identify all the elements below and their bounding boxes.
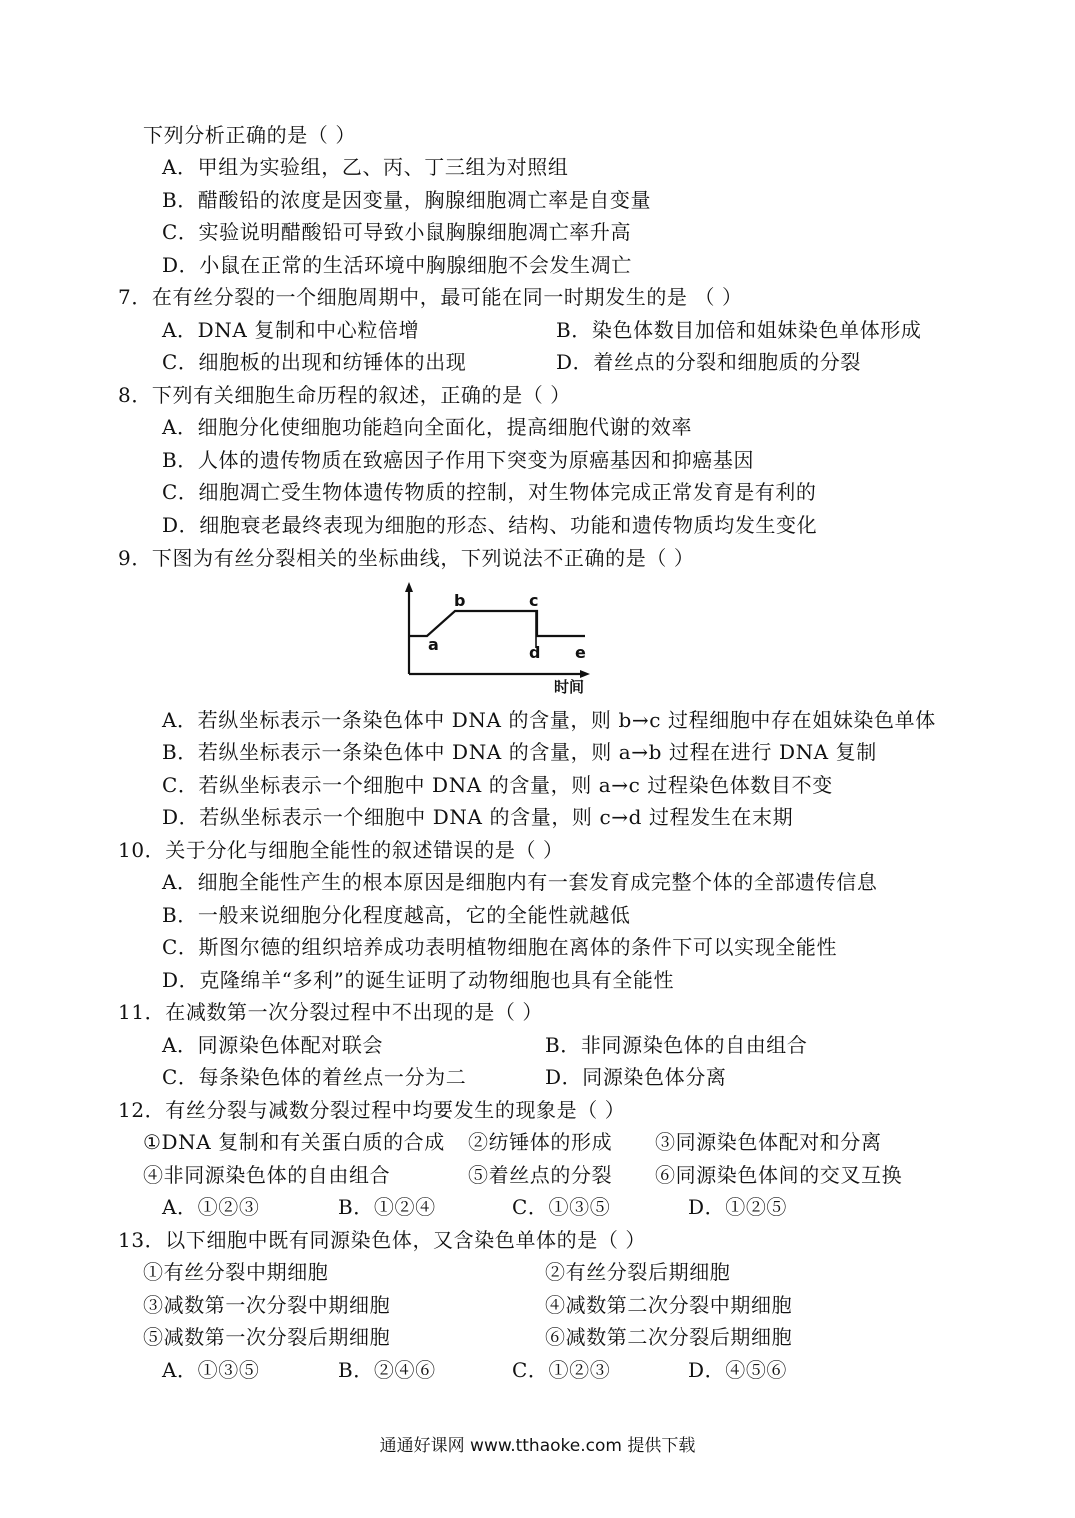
q11-option-a: A．同源染色体配对联会 xyxy=(162,1033,384,1057)
q12-option-c: C．①③⑤ xyxy=(512,1195,611,1219)
point-label-d: d xyxy=(529,643,541,662)
q12-option-d: D．①②⑤ xyxy=(688,1195,788,1219)
q6-option-c: C．实验说明醋酸铅可导致小鼠胸腺细胞凋亡率升高 xyxy=(162,220,632,244)
q12-item-2: ②纺锤体的形成 xyxy=(468,1130,613,1154)
q11-option-c: C．每条染色体的着丝点一分为二 xyxy=(162,1065,467,1089)
q13-item-3: ③减数第一次分裂中期细胞 xyxy=(143,1293,391,1317)
q10-option-a: A．细胞全能性产生的根本原因是细胞内有一套发育成完整个体的全部遗传信息 xyxy=(162,870,878,894)
q12-option-b: B．①②④ xyxy=(338,1195,436,1219)
q11-option-d: D．同源染色体分离 xyxy=(545,1065,727,1089)
q9-option-d: D．若纵坐标表示一个细胞中 DNA 的含量，则 c→d 过程发生在末期 xyxy=(162,805,794,829)
q7-option-a: A．DNA 复制和中心粒倍增 xyxy=(162,318,420,342)
q13-item-5: ⑤减数第一次分裂后期细胞 xyxy=(143,1325,391,1349)
q8-option-b: B．人体的遗传物质在致癌因子作用下突变为原癌基因和抑癌基因 xyxy=(162,448,755,472)
q13-option-d: D．④⑤⑥ xyxy=(688,1358,788,1382)
q11-option-b: B．非同源染色体的自由组合 xyxy=(545,1033,808,1057)
q9-option-a: A．若纵坐标表示一条染色体中 DNA 的含量，则 b→c 过程细胞中存在姐妹染色单体 xyxy=(162,708,936,732)
q12-option-a: A．①②③ xyxy=(162,1195,260,1219)
curve-line xyxy=(409,611,585,636)
q6-option-b: B．醋酸铅的浓度是因变量，胸腺细胞凋亡率是自变量 xyxy=(162,188,652,212)
q9-stem: 9．下图为有丝分裂相关的坐标曲线，下列说法不正确的是（ ） xyxy=(118,546,695,570)
q13-stem: 13．以下细胞中既有同源染色体，又含染色单体的是（ ） xyxy=(118,1228,647,1252)
x-axis-arrow xyxy=(580,670,590,678)
q13-option-b: B．②④⑥ xyxy=(338,1358,436,1382)
q12-item-1: ①DNA 复制和有关蛋白质的合成 xyxy=(143,1130,445,1154)
q12-item-6: ⑥同源染色体间的交叉互换 xyxy=(655,1163,903,1187)
q7-option-c: C．细胞板的出现和纺锤体的出现 xyxy=(162,350,467,374)
point-label-c: c xyxy=(529,591,539,610)
q6-stem: 下列分析正确的是（ ） xyxy=(143,123,356,147)
q13-item-6: ⑥减数第二次分裂后期细胞 xyxy=(545,1325,793,1349)
q9-option-c: C．若纵坐标表示一个细胞中 DNA 的含量，则 a→c 过程染色体数目不变 xyxy=(162,773,833,797)
q13-option-a: A．①③⑤ xyxy=(162,1358,260,1382)
q8-stem: 8．下列有关细胞生命历程的叙述，正确的是（ ） xyxy=(118,383,571,407)
point-label-e: e xyxy=(575,643,586,662)
q8-option-a: A．细胞分化使细胞功能趋向全面化，提高细胞代谢的效率 xyxy=(162,415,693,439)
q13-item-1: ①有丝分裂中期细胞 xyxy=(143,1260,329,1284)
q9-option-b: B．若纵坐标表示一条染色体中 DNA 的含量，则 a→b 过程在进行 DNA 复制 xyxy=(162,740,877,764)
q13-option-c: C．①②③ xyxy=(512,1358,611,1382)
q12-item-4: ④非同源染色体的自由组合 xyxy=(143,1163,391,1187)
point-label-a: a xyxy=(428,635,439,654)
q11-stem: 11．在减数第一次分裂过程中不出现的是（ ） xyxy=(118,1000,544,1024)
page-footer: 通通好课网 www.tthaoke.com 提供下载 xyxy=(379,1436,696,1456)
q12-item-3: ③同源染色体配对和分离 xyxy=(655,1130,882,1154)
q12-item-5: ⑤着丝点的分裂 xyxy=(468,1163,613,1187)
q13-item-2: ②有丝分裂后期细胞 xyxy=(545,1260,731,1284)
q8-option-d: D．细胞衰老最终表现为细胞的形态、结构、功能和遗传物质均发生变化 xyxy=(162,513,818,537)
q10-stem: 10．关于分化与细胞全能性的叙述错误的是（ ） xyxy=(118,838,564,862)
q12-stem: 12．有丝分裂与减数分裂过程中均要发生的现象是（ ） xyxy=(118,1098,626,1122)
q7-option-d: D．着丝点的分裂和细胞质的分裂 xyxy=(556,350,862,374)
mitosis-dna-curve-figure xyxy=(398,578,598,700)
q7-stem: 7．在有丝分裂的一个细胞周期中，最可能在同一时期发生的是 （ ） xyxy=(118,285,743,309)
q8-option-c: C．细胞凋亡受生物体遗传物质的控制，对生物体完成正常发育是有利的 xyxy=(162,480,817,504)
q6-option-a: A．甲组为实验组，乙、丙、丁三组为对照组 xyxy=(162,155,569,179)
x-axis-label: 时间 xyxy=(554,678,585,696)
point-label-b: b xyxy=(454,591,466,610)
q10-option-b: B．一般来说细胞分化程度越高，它的全能性就越低 xyxy=(162,903,631,927)
q13-item-4: ④减数第二次分裂中期细胞 xyxy=(545,1293,793,1317)
y-axis-arrow xyxy=(405,582,413,592)
q10-option-d: D．克隆绵羊“多利”的诞生证明了动物细胞也具有全能性 xyxy=(162,968,675,992)
q6-option-d: D．小鼠在正常的生活环境中胸腺细胞不会发生凋亡 xyxy=(162,253,632,277)
q10-option-c: C．斯图尔德的组织培养成功表明植物细胞在离体的条件下可以实现全能性 xyxy=(162,935,838,959)
q7-option-b: B．染色体数目加倍和姐妹染色单体形成 xyxy=(556,318,922,342)
